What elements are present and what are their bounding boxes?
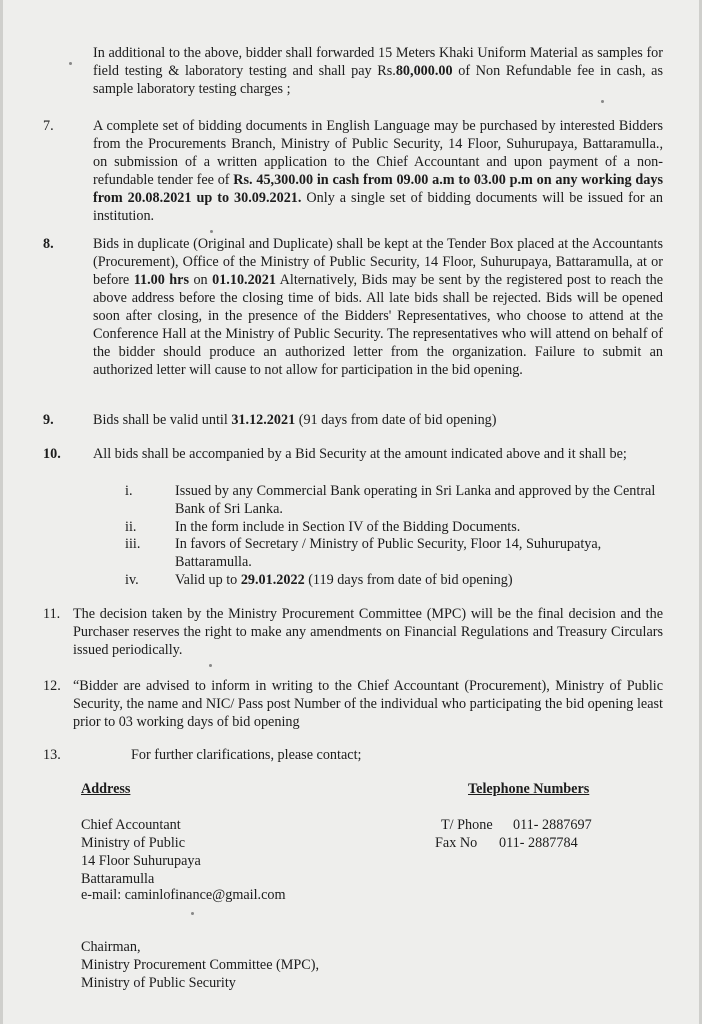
sub-item-number: ii. (125, 519, 137, 535)
clause-text: Bids shall be valid until (93, 412, 232, 428)
clause-11 (43, 605, 663, 659)
address-line: Ministry of Public (81, 835, 186, 851)
sub-item-text: In the form include in Section IV of the Bidding Documents. (175, 519, 521, 535)
clause-7 (43, 117, 663, 225)
signatory-title: Chairman, (81, 939, 141, 955)
sub-item-text-end: (119 days from date of bid opening) (304, 572, 513, 588)
security-valid-date: 29.01.2022 (240, 572, 305, 588)
clause-12 (43, 677, 663, 731)
clause-text: A complete set of bidding documents in English Language may be purchased by interested Bidders from the Procurements Branch, Ministry of Public Security, 14 Floor, Suhurupaya, Battaramulla., on submission of a written application to the Chief Accountant and upon payment of a non- refundable tender fee of (93, 118, 663, 188)
address-line: Chief Accountant (81, 817, 181, 833)
scan-speck (191, 912, 194, 915)
fax-number: 011- 2887784 (499, 835, 578, 851)
clause-text: All bids shall be accompanied by a Bid Security at the amount indicated above and it shall be; (93, 446, 627, 462)
closing-date: 01.10.2021 (212, 272, 276, 288)
sub-item-text: Issued by any Commercial Bank operating in Sri Lanka and approved by the Central Bank of Sri Lanka. (175, 483, 656, 517)
clause-text-end: Alternatively, Bids may be sent by the registered post to reach the above address before the closing time of bids. All late bids shall be rejected. Bids will be opened soon after closing, in the presence of the Bidders' Representatives, who choose to attend at the Conference Hall at the Ministry of Public Security. The representatives who will attend on behalf of the bidder should produce an authorized letter from the organization. Failure to submit an authorized letter will cause to not allow for participation in the bid opening. (93, 272, 663, 378)
sub-item-iii (125, 535, 665, 571)
clause-9 (43, 411, 663, 429)
clause-text: The decision taken by the Ministry Procurement Committee (MPC) will be the final decision and the Purchaser reserves the right to make any amendments on Financial Regulations and Treasury Circulars issued periodically. (73, 606, 663, 658)
sub-item-text: In favors of Secretary / Ministry of Public Security, Floor 14, Suhurupatya, Battaramulla. (175, 536, 602, 570)
address-line: Battaramulla (81, 871, 155, 887)
sub-item-text: Valid up to (175, 572, 241, 588)
intro-paragraph (43, 44, 663, 98)
signatory-ministry: Ministry of Public Security (81, 975, 236, 991)
sub-item-ii (125, 518, 665, 536)
clause-text: “Bidder are advised to inform in writing to the Chief Accountant (Procurement), Ministry of Public Security, the name and NIC/ Pass post Number of the individual who participating the bid opening least prior to 03 working days of bid opening (73, 678, 663, 730)
scan-speck (210, 230, 213, 233)
clause-text-end: (91 days from date of bid opening) (295, 412, 497, 428)
sub-item-number: iv. (125, 572, 139, 588)
clause-number: 12. (43, 678, 61, 694)
clause-number: 13. (43, 747, 61, 763)
intro-text: In additional to the above, bidder shall forwarded 15 Meters Khaki Uniform Material as samples for field testing & laboratory testing and shall pay Rs. (93, 45, 663, 79)
address-line: 14 Floor Suhurupaya (81, 853, 201, 869)
clause-number: 11. (43, 606, 61, 622)
clause-number: 8. (43, 236, 54, 252)
scan-speck (69, 62, 72, 65)
clause-bold-text: Rs. 45,300.00 in cash from 09.00 a.m to 03.00 p.m on any working days from 20.08.2021 up to 30.09.2021. (93, 172, 663, 206)
phone-number: 011- 2887697 (513, 817, 592, 833)
clause-text: on (189, 272, 213, 288)
sub-item-i (125, 482, 665, 518)
validity-date: 31.12.2021 (231, 412, 296, 428)
clause-text-end: Only a single set of bidding documents will be issued for an institution. (93, 190, 664, 224)
signatory-committee: Ministry Procurement Committee (MPC), (81, 957, 320, 973)
fax-label: Fax No (435, 835, 478, 851)
scan-speck (209, 664, 212, 667)
clause-number: 7. (43, 118, 54, 134)
address-heading: Address (81, 781, 131, 797)
contact-intro: For further clarifications, please contact; (131, 747, 362, 763)
clause-text: Bids in duplicate (Original and Duplicate) shall be kept at the Tender Box placed at the Accountants (Procurement), Office of the Ministry of Public Security, 14 Floor, Suhurupaya, Battaramulla, at or before (93, 236, 663, 288)
scan-speck (601, 100, 604, 103)
closing-time: 11.00 hrs (133, 272, 189, 288)
intro-amount: 80,000.00 (395, 63, 453, 79)
email-address: e-mail: caminlofinance@gmail.com (81, 887, 286, 903)
clause-number: 10. (43, 446, 61, 462)
clause-10 (43, 445, 663, 463)
intro-text-end: of Non Refundable fee in cash, as sample laboratory testing charges ; (93, 63, 663, 97)
sub-item-iv (125, 571, 665, 589)
clause-8 (43, 235, 663, 379)
sub-item-number: i. (125, 483, 133, 499)
phone-label: T/ Phone (441, 817, 493, 833)
telephone-heading: Telephone Numbers (468, 781, 590, 797)
clause-number: 9. (43, 412, 54, 428)
sub-item-number: iii. (125, 536, 141, 552)
